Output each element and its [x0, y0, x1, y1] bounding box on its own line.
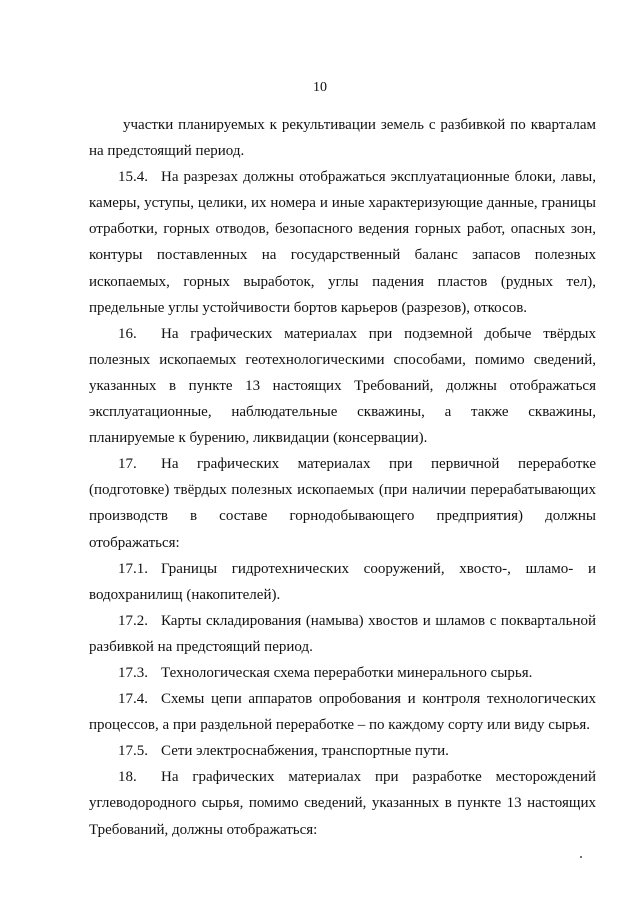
paragraph-text: На графических материалах при первичной переработке (подготовке) твёрдых полезных ископаемых (при наличии перерабатывающих производств в составе горнодобывающего предприятия) должны отображаться: — [89, 456, 596, 551]
paragraph-17-1 — [89, 556, 596, 608]
paragraph-text: Карты складирования (намыва) хвостов и шламов с поквартальной разбивкой на предстоящий период. — [89, 612, 596, 655]
scan-speck — [580, 856, 582, 858]
page-number: 10 — [313, 80, 327, 95]
paragraph-text: Схемы цепи аппаратов опробования и контроля технологических процессов, а при раздельной переработке – по каждому сорту или виду сырья. — [89, 691, 596, 734]
paragraph-number: 17. — [118, 456, 137, 473]
paragraph-text: На разрезах должны отображаться эксплуатационные блоки, лавы, камеры, уступы, целики, их номера и иные характеризующие данные, границы отработки, горных отводов, безопасного ведения горных работ, опасных зон, контуры поставленных на государственный баланс запасов полезных ископаемых, горных выработок, углы падения пластов (рудных тел), предельные углы устойчивости бортов карьеров (разрезов), откосов. — [89, 169, 596, 316]
paragraph-text: На графических материалах при разработке месторождений углеводородного сырья, помимо сведений, указанных в пункте 13 настоящих Требований, должны отображаться: — [89, 769, 596, 838]
paragraph-number: 17.2. — [118, 612, 148, 629]
paragraph-17-4 — [89, 686, 596, 738]
document-body — [89, 112, 596, 843]
paragraph-16 — [89, 321, 596, 451]
paragraph-number: 17.5. — [118, 743, 148, 760]
paragraph-text: Границы гидротехнических сооружений, хвосто-, шламо- и водохранилищ (накопителей). — [89, 560, 596, 603]
paragraph-text: На графических материалах при подземной добыче твёрдых полезных ископаемых геотехнологическими способами, помимо сведений, указанных в пункте 13 настоящих Требований, должны отображаться эксплуатационные, наблюдательные скважины, а также скважины, планируемые к бурению, ликвидации (консервации). — [89, 325, 596, 447]
paragraph-17 — [89, 451, 596, 555]
paragraph-text: участки планируемых к рекультивации земель с разбивкой по кварталам на предстоящий период. — [89, 117, 596, 160]
paragraph-15-4 — [89, 164, 596, 321]
paragraph-text: Сети электроснабжения, транспортные пути. — [161, 743, 449, 760]
paragraph-number: 17.1. — [118, 560, 148, 577]
paragraph-number: 17.3. — [118, 664, 148, 681]
paragraph-17-5 — [89, 738, 596, 764]
paragraph-number: 16. — [118, 325, 137, 342]
paragraph-17-2 — [89, 608, 596, 660]
paragraph-number: 18. — [118, 769, 137, 786]
paragraph-18 — [89, 764, 596, 842]
paragraph-text: Технологическая схема переработки минерального сырья. — [161, 664, 533, 681]
paragraph-17-3 — [89, 660, 596, 686]
paragraph-continuation — [89, 112, 596, 164]
paragraph-number: 15.4. — [118, 169, 148, 186]
paragraph-number: 17.4. — [118, 691, 148, 708]
